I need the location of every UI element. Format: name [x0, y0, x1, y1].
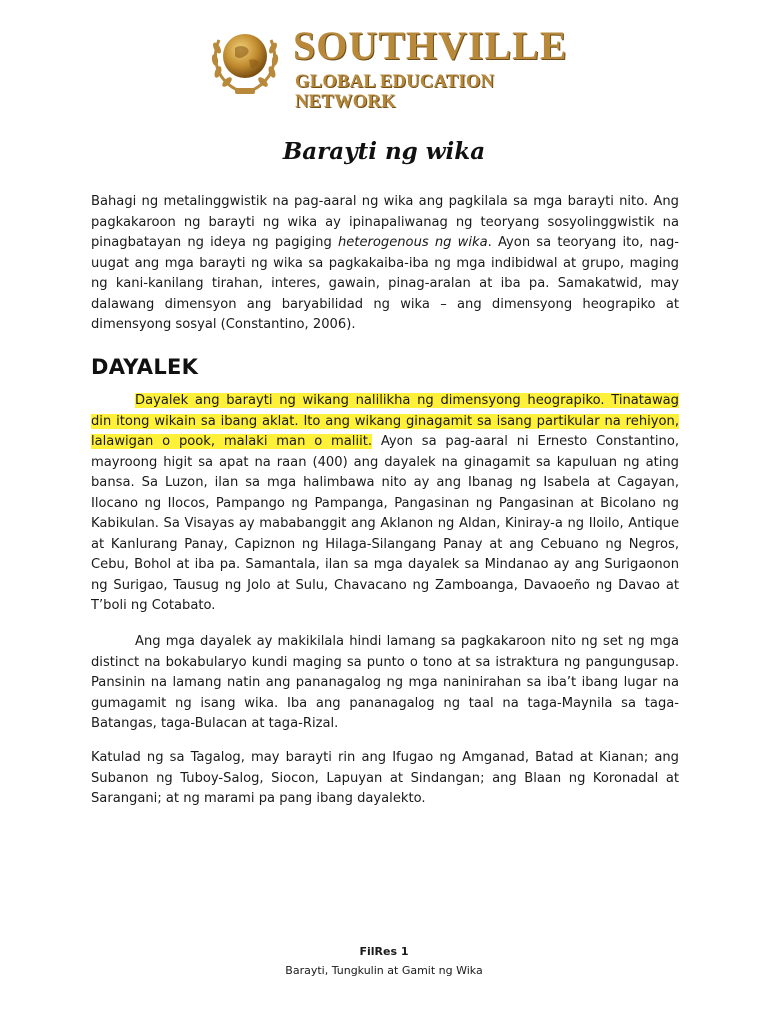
footer-topic: Barayti, Tungkulin at Gamit ng Wika: [285, 964, 483, 977]
paragraph-three: Ang mga dayalek ay makikilala hindi lamang sa pagkakaroon nito ng set ng mga distinct na bokabularyo kundi maging sa punto o tono at sa istraktura ng pangungusap. Pansinin na lamang natin ang pananagalog ng mga naninirahan sa iba’t ibang lugar na gumagamit ng isang wika. Iba ang pananagalog ng taal na taga-Maynila sa taga-Batangas, taga-Bulacan at taga-Rizal.: [91, 634, 679, 731]
globe-laurel-emblem-icon: [205, 18, 285, 96]
dayalek-text: Ayon sa pag-aaral ni Ernesto Constantino, mayroong higit sa apat na raan (400) ang dayalek na ginagamit sa kapuluan ng ating bansa. Sa Luzon, ilan sa mga halimbawa nito ay ang Ibanag ng Isabela at Cagayan, Ilocano ng Ilocos, Pampango ng Pampanga, Pangasinan ng Pangasinan at Bicolano ng Kabikulan. Sa Visayas ay mababanggit ang Aklanon ng Aldan, Kiniray-a ng Iloilo, Antique at Kanlurang Panay, Capiznon ng Hilaga-Silangang Panay at ang Cebuano ng Negros, Cebu, Bohol at iba pa. Samantala, ilan sa mga dayalek sa Mindanao ay ang Surigaonon ng Surigao, Tausug ng Jolo at Sulu, Chavacano ng Zamboanga, Davaoeño ng Davao at T’boli ng Cotabato.: [91, 434, 679, 613]
brand-name: SOUTHVILLE: [293, 23, 568, 68]
highlighted-definition: Dayalek ang barayti ng wikang nalilikha ng dimensyong heograpiko. Tinatawag din itong wikain sa ibang aklat. Ito ang wikang ginagamit sa isang partikular na rehiyon, lalawigan o pook, malaki man o maliit.: [91, 393, 679, 449]
brand-subtitle: GLOBAL EDUCATION NETWORK: [295, 72, 495, 112]
page-footer: [0, 942, 768, 980]
intro-paragraph: [91, 192, 679, 336]
page-title: Barayti ng wika: [282, 138, 486, 165]
brand-logo: [205, 18, 568, 112]
dayalek-paragraph: [91, 391, 679, 617]
intro-italic-term: heterogenous ng wika: [337, 235, 488, 250]
intro-text: Bahagi ng metalinggwistik na pag-aaral ng wika ang pagkilala sa mga barayti nito. Ang pagkakaroon ng barayti ng wika ay ipinapaliwanag ng teoryang sosyolinggwistik na pinagbatayan ng ideya ng pagiging: [91, 194, 679, 250]
footer-course-code: FilRes 1: [359, 945, 409, 958]
paragraph-four: Katulad ng sa Tagalog, may barayti rin ang Ifugao ng Amganad, Batad at Kianan; ang Subanon ng Tuboy-Salog, Siocon, Lapuyan at Sindangan; ang Blaan ng Koronadal at Sarangani; at ng marami pa pang ibang dayalekto.: [91, 750, 679, 806]
section-heading-dayalek: DAYALEK: [91, 355, 199, 379]
intro-text-cont: . Ayon sa teoryang ito, nag-uugat ang mga barayti ng wika sa pagkakaiba-iba ng mga indibidwal at grupo, maging ng kani-kanilang tirahan, interes, gawain, pinag-aralan at iba pa. Samakatwid, may dalawang dimensyon ang baryabilidad ng wika – ang dimensyong heograpiko at dimensyong sosyal (Constantino, 2006).: [91, 235, 679, 332]
